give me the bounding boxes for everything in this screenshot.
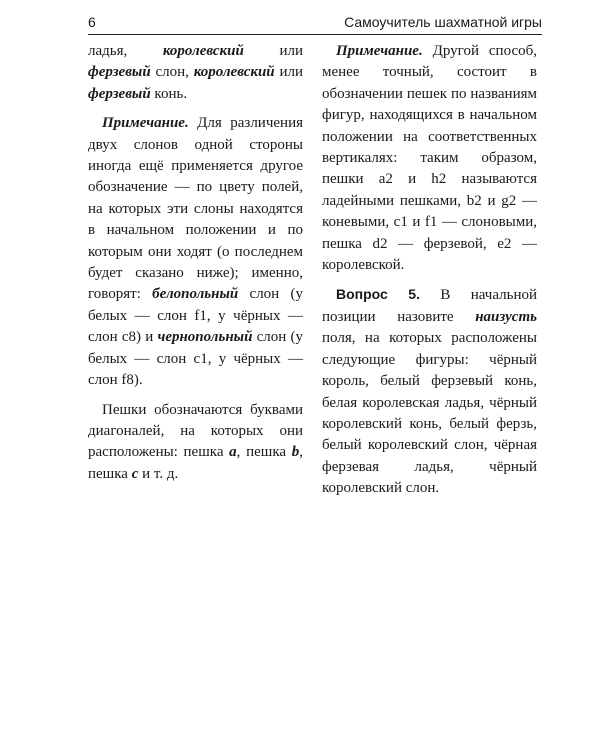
term-emphasis: королевский <box>193 64 275 81</box>
term-emphasis: a <box>229 444 237 461</box>
paragraph-pawns <box>88 400 303 486</box>
term-emphasis: королевский <box>162 43 244 59</box>
page-header <box>88 12 542 35</box>
running-title: Самоучитель шахматной игры <box>344 14 542 30</box>
text-run: слон, <box>150 64 194 81</box>
note-label: Примечание. <box>336 43 423 59</box>
text-run: и т. д. <box>138 465 179 482</box>
note-label: Примечание. <box>102 115 189 132</box>
text-run: Пешки обозначаются буквами диагоналей, на которых они расположены: пешка <box>88 401 303 461</box>
text-run: или <box>274 64 303 81</box>
text-run: слон (у белых — слон f1, у чёрных — слон c8) и <box>88 286 303 346</box>
page-number: 6 <box>88 14 96 30</box>
term-emphasis: белопольный <box>152 286 239 303</box>
left-column <box>88 41 303 493</box>
term-emphasis: ферзевый <box>88 85 151 102</box>
paragraph-note-pawns <box>322 41 537 276</box>
term-emphasis: b <box>291 444 300 461</box>
right-column <box>322 41 537 508</box>
text-run: конь. <box>150 85 188 102</box>
term-emphasis: c <box>131 465 139 482</box>
text-run: слон (у белых — слон c1, у чёрных — слон f8). <box>88 329 303 389</box>
term-emphasis: наизусть <box>475 308 537 325</box>
term-emphasis: ферзевый <box>88 64 151 81</box>
text-run: Другой способ, менее точный, состоит в обозначении пешек по названиям фигур, находящихся в начальном положении на соответственных вертикалях: таким образом, пешки a2 и h2 называются ладейными пешками, b2 и g2 — коневыми, c1 и f1 — слоновыми, пешка d2 — ферзевой, e2 — королевской. <box>322 43 537 274</box>
text-run: В начальной позиции назовите <box>322 287 538 325</box>
text-run: , пешка <box>88 444 303 482</box>
text-run: , пешка <box>236 444 292 461</box>
paragraph-pieces-names <box>88 41 303 105</box>
paragraph-question-5 <box>322 284 537 499</box>
text-run: Для различения двух слонов одной стороны иногда ещё применяется другое обозначение — по цвету полей, на которых эти слоны находятся в начальном положении и по которым они ходят (о последнем будет сказано ниже); именно, говорят: <box>88 115 303 303</box>
paragraph-note-bishops <box>88 113 303 391</box>
question-label: Вопрос 5. <box>336 286 420 303</box>
term-emphasis: чернопольный <box>157 329 253 346</box>
text-run: или <box>243 43 303 59</box>
text-run: ладья, <box>88 43 163 59</box>
text-run: поля, на которых расположены следующие фигуры: чёрный король, белый ферзевый конь, белая королевская ладья, чёрный королевский конь, белый ферзь, белый королевский слон, чёрная ферзевая ладья, чёрный королевский слон. <box>322 330 537 497</box>
